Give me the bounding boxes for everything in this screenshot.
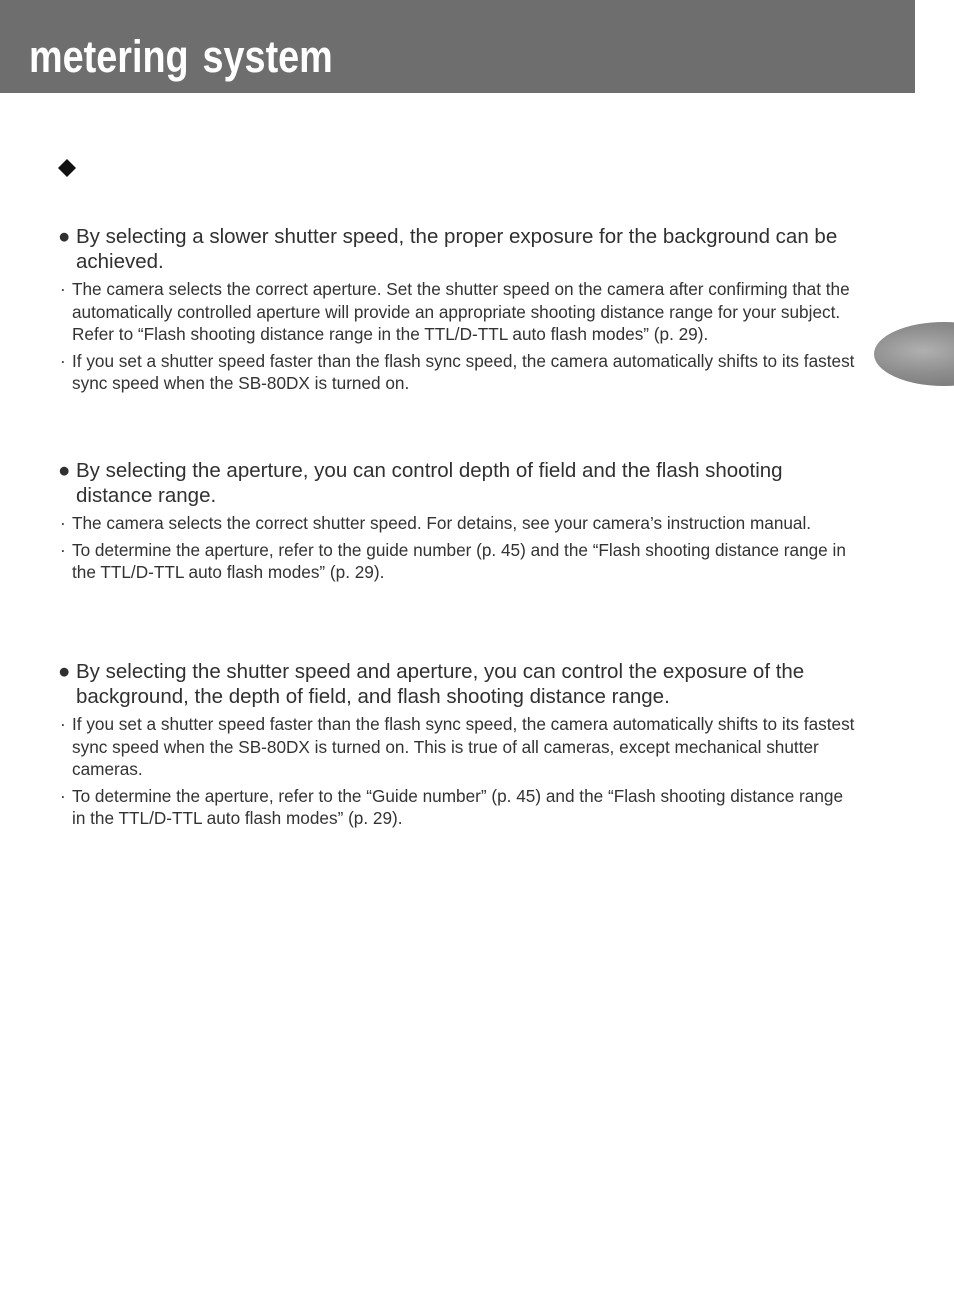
note-text: To determine the aperture, refer to the “Guide number” (p. 45) and the “Flash shooting distance range in the TTL/D-TTL auto flash modes” (p. 29). (72, 785, 844, 828)
note-text: The camera selects the correct aperture. Set the shutter speed on the camera after confirming that the automatically controlled aperture will provide an appropriate shooting distance range for your subject. Refer to “Flash shooting distance range in the TTL/D-TTL auto flash modes” (p. 29). (72, 279, 850, 344)
note-item (58, 278, 858, 346)
bullet-icon: ● (58, 459, 71, 482)
note-item (58, 350, 858, 395)
bullet-icon: ● (58, 660, 71, 683)
section-slower-shutter (58, 224, 858, 399)
dot-icon: · (60, 785, 66, 806)
bullet-icon: ● (58, 225, 71, 248)
chapter-tab (874, 322, 954, 386)
note-item (58, 539, 858, 584)
note-item (58, 713, 858, 781)
lead-text-content: By selecting the aperture, you can control depth of field and the flash shooting distance range. (76, 459, 783, 507)
dot-icon: · (60, 714, 66, 734)
note-item (58, 785, 858, 830)
page-title: metering system (29, 31, 333, 82)
dot-icon: · (60, 539, 66, 560)
section-aperture (58, 458, 858, 588)
note-text: If you set a shutter speed faster than the flash sync speed, the camera automatically shifts to its fastest sync speed when the SB-80DX is turned on. (72, 350, 855, 393)
header-bar (0, 0, 915, 93)
note-text: The camera selects the correct shutter speed. For detains, see your camera’s instruction manual. (72, 513, 812, 533)
lead-text-content: By selecting a slower shutter speed, the proper exposure for the background can be achieved. (76, 225, 838, 273)
lead-text-content: By selecting the shutter speed and aperture, you can control the exposure of the background, the depth of field, and flash shooting distance range. (76, 660, 805, 708)
section-shutter-and-aperture (58, 659, 858, 834)
note-text: To determine the aperture, refer to the guide number (p. 45) and the “Flash shooting distance range in the TTL/D-TTL auto flash modes” (p. 29). (72, 539, 846, 582)
note-text: If you set a shutter speed faster than the flash sync speed, the camera automatically shifts to its fastest sync speed when the SB-80DX is turned on. This is true of all cameras, except mechanical shutter cameras. (72, 714, 855, 779)
dot-icon: · (60, 279, 66, 299)
dot-icon: · (60, 513, 66, 533)
lead-text (58, 458, 858, 508)
note-item (58, 512, 858, 535)
diamond-icon (58, 159, 76, 177)
lead-text (58, 224, 858, 274)
dot-icon: · (60, 350, 66, 371)
lead-text (58, 659, 858, 709)
